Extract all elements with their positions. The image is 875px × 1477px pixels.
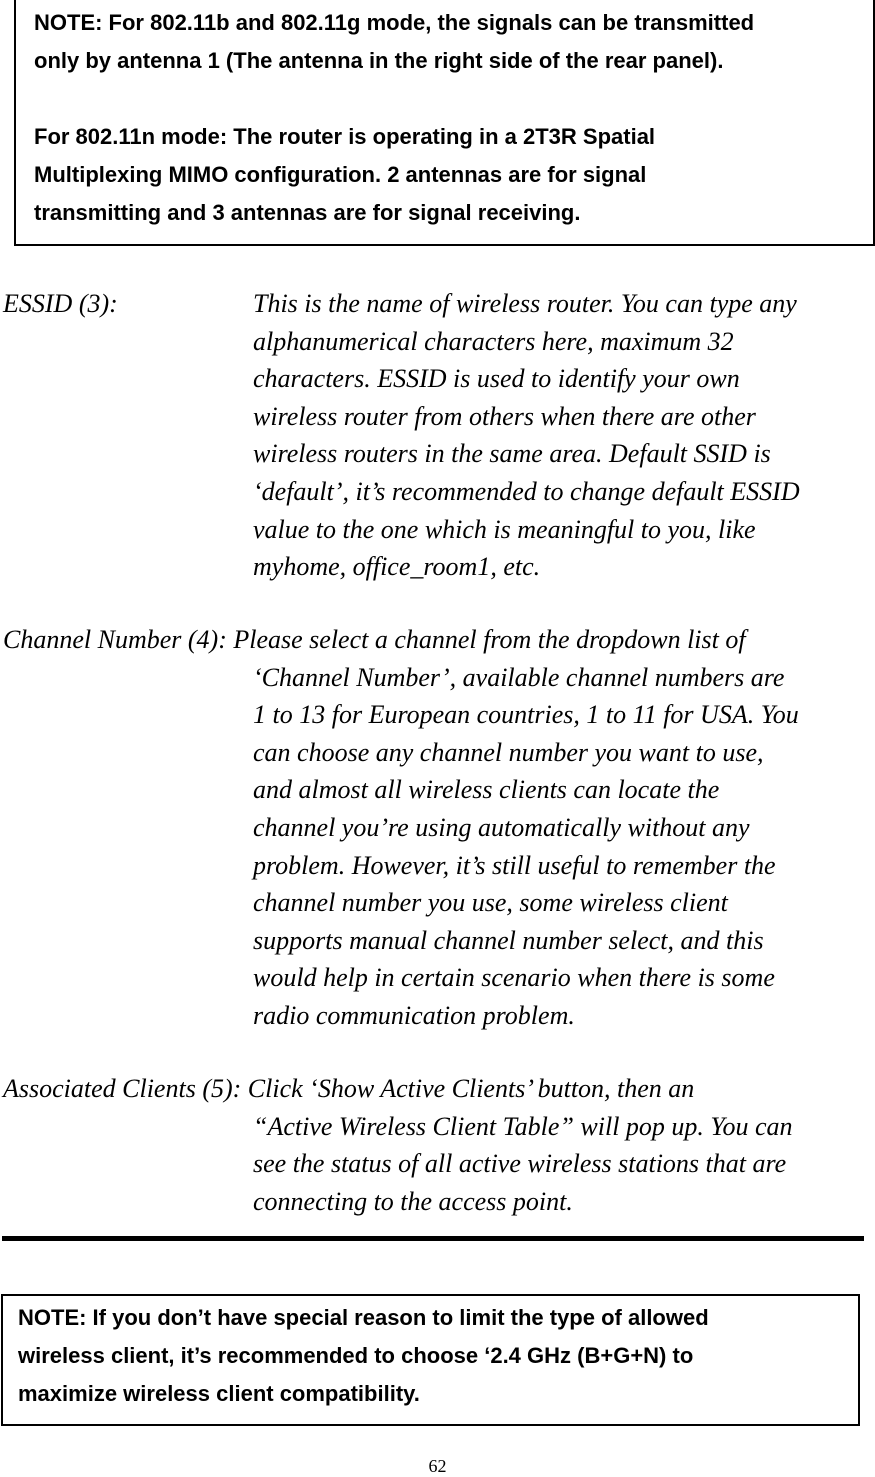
definition-associated-clients — [3, 1070, 873, 1220]
note-text-line: transmitting and 3 antennas are for signal receiving. — [34, 200, 581, 225]
definition-channel-number — [3, 621, 873, 1035]
definition-text-line: value to the one which is meaningful to you, like — [253, 514, 756, 544]
note-text-line: For 802.11n mode: The router is operating in a 2T3R Spatial — [34, 124, 656, 149]
definition-text-line: myhome, office_room1, etc. — [253, 552, 541, 582]
definition-text-line: Click ‘Show Active Clients’ button, then an — [247, 1074, 695, 1103]
note-text-line: NOTE: If you don’t have special reason to limit the type of allowed — [18, 1305, 709, 1330]
definition-text-line: “Active Wireless Client Table” will pop up. You can — [253, 1111, 793, 1141]
definition-essid — [3, 285, 873, 586]
note-text-line: wireless client, it’s recommended to choose ‘2.4 GHz (B+G+N) to — [18, 1343, 694, 1368]
definition-text-line: ‘Channel Number’, available channel numbers are — [253, 662, 785, 692]
definition-text-line: wireless router from others when there are other — [253, 401, 756, 431]
note-box-client-type — [1, 1294, 860, 1426]
definition-text-line: radio communication problem. — [253, 1000, 575, 1030]
definition-text-line: supports manual channel number select, and this — [253, 925, 764, 955]
note-box-antenna — [14, 0, 875, 246]
note-text-line: NOTE: For 802.11b and 802.11g mode, the signals can be transmitted — [34, 10, 755, 35]
definition-text-line: problem. However, it’s still useful to remember the — [253, 850, 776, 880]
definition-text-line: and almost all wireless clients can locate the — [253, 775, 720, 805]
definition-text-line: can choose any channel number you want to use, — [253, 737, 764, 767]
definition-text-line: connecting to the access point. — [253, 1186, 573, 1216]
definition-term: Channel Number (4): — [3, 625, 234, 654]
definition-text-line: see the status of all active wireless stations that are — [253, 1149, 787, 1179]
section-divider — [2, 1236, 864, 1241]
definition-text-line: alphanumerical characters here, maximum 32 — [253, 326, 734, 356]
definition-text-line: ‘default’, it’s recommended to change default ESSID — [253, 476, 800, 506]
definition-text-line: channel you’re using automatically without any — [253, 812, 750, 842]
definition-text-line: would help in certain scenario when there is some — [253, 963, 775, 993]
page-number: 62 — [428, 1456, 447, 1476]
definition-text-line: This is the name of wireless router. You can type any — [253, 289, 797, 318]
definition-text-line: characters. ESSID is used to identify your own — [253, 364, 740, 394]
definition-term: ESSID (3): — [3, 289, 118, 318]
definition-text-line: Please select a channel from the dropdown list of — [233, 625, 746, 654]
note-text-line: Multiplexing MIMO configuration. 2 antennas are for signal — [34, 162, 647, 187]
definition-text-line: channel number you use, some wireless client — [253, 888, 728, 918]
note-text-line: maximize wireless client compatibility. — [18, 1381, 420, 1406]
definition-text-line: wireless routers in the same area. Default SSID is — [253, 439, 771, 469]
note-text-line: only by antenna 1 (The antenna in the right side of the rear panel). — [34, 48, 724, 73]
definition-text-line: 1 to 13 for European countries, 1 to 11 for USA. You — [253, 700, 799, 730]
definition-term: Associated Clients (5): — [3, 1074, 248, 1103]
